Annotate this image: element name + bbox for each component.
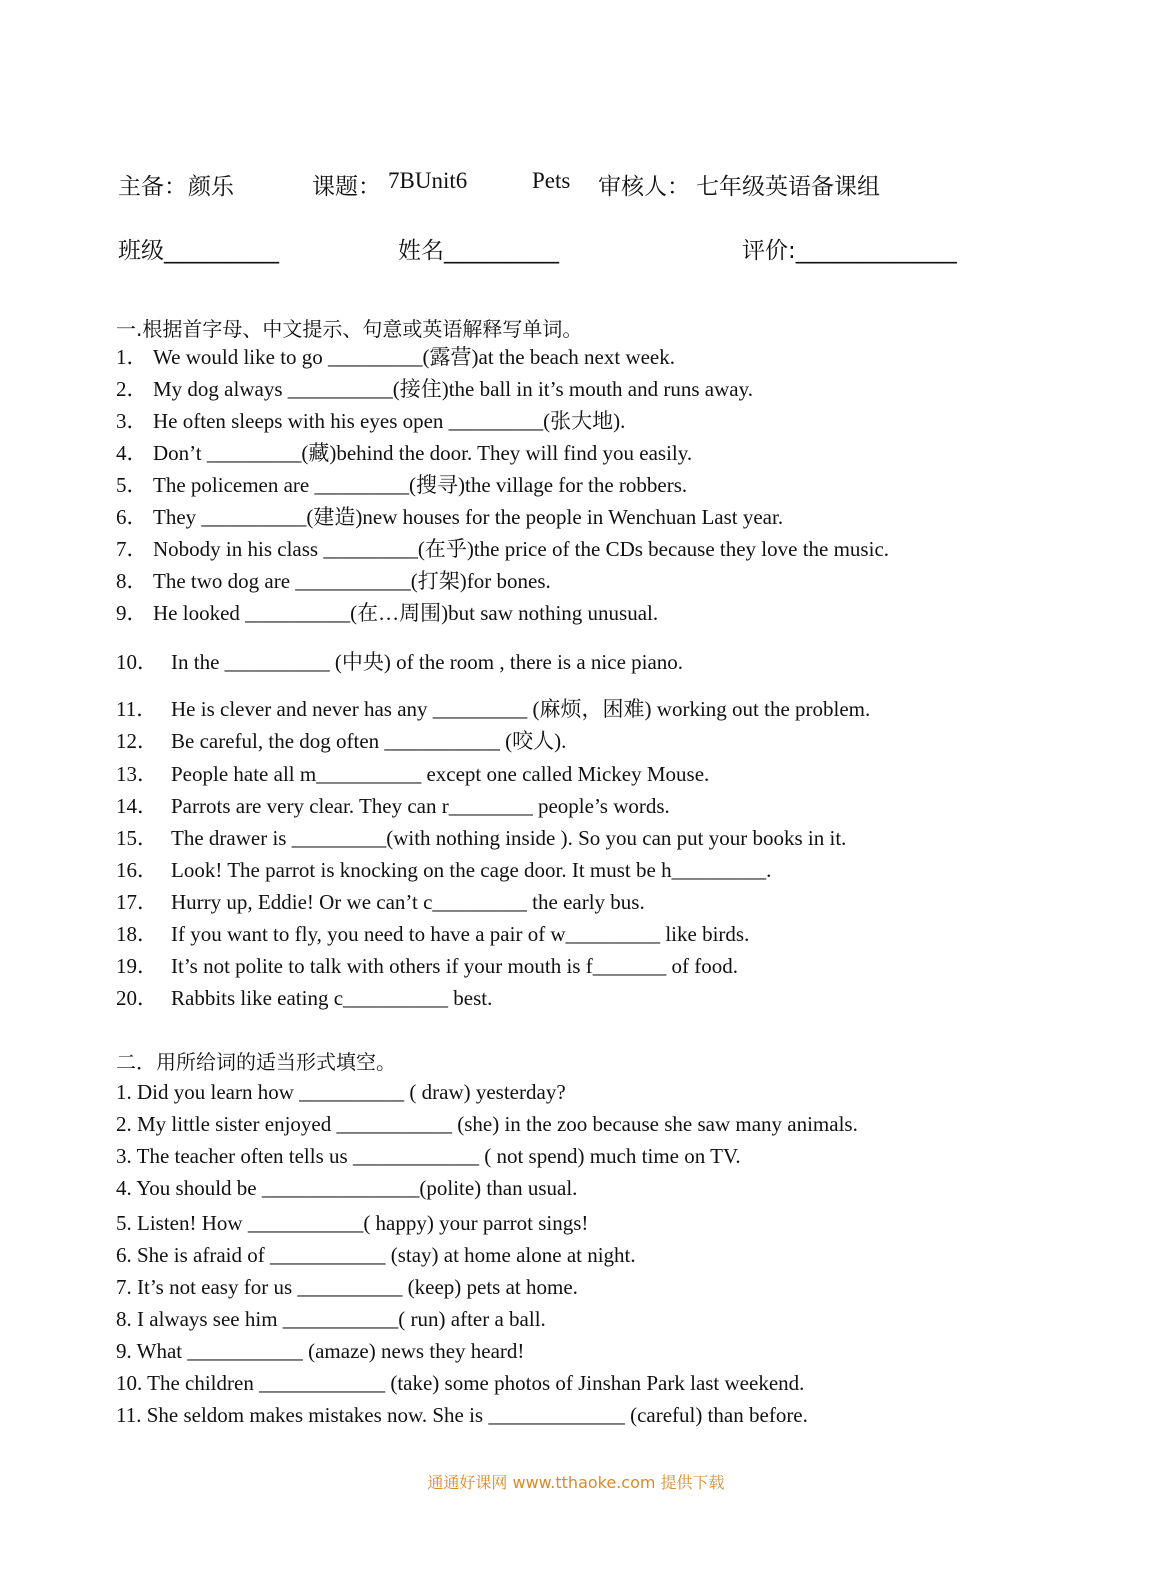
item-text: Nobody in his class _________(在乎)the price of the CDs because they love the music. [153, 537, 890, 561]
item-text: Hurry up, Eddie! Or we can’t c_________ the early bus. [171, 890, 645, 914]
section-1-title: 一.根据首字母、中文提示、句意或英语解释写单词。 [116, 317, 583, 341]
item-text: Parrots are very clear. They can r________ people’s words. [171, 794, 670, 818]
exercise-item [116, 649, 683, 675]
item-text: If you want to fly, you need to have a pair of w_________ like birds. [171, 922, 750, 946]
item-number: 15． [116, 826, 158, 850]
exercise-item: 6. She is afraid of ___________ (stay) at home alone at night. [116, 1243, 636, 1267]
exercise-item: 3. The teacher often tells us ____________ ( not spend) much time on TV. [116, 1144, 741, 1168]
item-number: 7． [116, 537, 148, 561]
class-field: 班级__________ [118, 238, 279, 264]
topic-unit: 7BUnit6 [388, 168, 468, 193]
item-text: The two dog are ___________(打架)for bones. [153, 569, 551, 593]
item-number: 14． [116, 794, 158, 818]
exercise-item [116, 376, 753, 402]
item-number: 1． [116, 345, 148, 369]
exercise-item [116, 857, 771, 883]
topic-name: Pets [532, 168, 571, 193]
exercise-item: 4. You should be _______________(polite) than usual. [116, 1176, 578, 1200]
item-text: Be careful, the dog often ___________ (咬人). [171, 729, 567, 753]
exercise-item [116, 953, 738, 979]
exercise-item: 7. It’s not easy for us __________ (keep) pets at home. [116, 1275, 578, 1299]
item-number: 8． [116, 569, 148, 593]
exercise-item [116, 761, 709, 787]
item-number: 6． [116, 505, 148, 529]
exercise-item [116, 504, 783, 530]
section-2-title: 二．用所给词的适当形式填空。 [116, 1050, 396, 1074]
preparer-name: 颜乐 [188, 174, 234, 200]
grade-field: 评价:______________ [742, 238, 957, 264]
exercise-item: 5. Listen! How ___________( happy) your parrot sings! [116, 1211, 589, 1235]
item-number: 18． [116, 922, 158, 946]
reviewer-label: 审核人： [598, 174, 690, 200]
exercise-item [116, 344, 675, 370]
exercise-item [116, 568, 551, 594]
item-text: Don’t _________(藏)behind the door. They will find you easily. [153, 441, 693, 465]
item-text: My dog always __________(接住)the ball in it’s mouth and runs away. [153, 377, 753, 401]
item-number: 17． [116, 890, 158, 914]
exercise-item [116, 696, 870, 722]
exercise-item [116, 472, 687, 498]
exercise-item: 2. My little sister enjoyed ___________ (she) in the zoo because she saw many animals. [116, 1112, 858, 1136]
item-number: 10． [116, 650, 158, 674]
topic-label: 课题： [312, 174, 381, 200]
exercise-item: 1. Did you learn how __________ ( draw) yesterday? [116, 1080, 566, 1104]
reviewer-name: 七年级英语备课组 [696, 174, 880, 200]
item-number: 11． [116, 697, 158, 721]
exercise-item [116, 825, 846, 851]
item-number: 4． [116, 441, 148, 465]
item-number: 19． [116, 954, 158, 978]
item-text: People hate all m__________ except one called Mickey Mouse. [171, 762, 710, 786]
item-text: Rabbits like eating c__________ best. [171, 986, 493, 1010]
exercise-item: 11. She seldom makes mistakes now. She is _____________ (careful) than before. [116, 1403, 808, 1427]
exercise-item [116, 536, 889, 562]
item-text: We would like to go _________(露营)at the beach next week. [153, 345, 676, 369]
exercise-item [116, 600, 658, 626]
item-text: They __________(建造)new houses for the people in Wenchuan Last year. [153, 505, 784, 529]
item-number: 5． [116, 473, 148, 497]
item-number: 13． [116, 762, 158, 786]
item-text: He looked __________(在…周围)but saw nothing unusual. [153, 601, 659, 625]
item-text: The drawer is _________(with nothing inside ). So you can put your books in it. [171, 826, 847, 850]
item-number: 3． [116, 409, 148, 433]
exercise-item [116, 921, 749, 947]
item-text: He often sleeps with his eyes open _________(张大地). [153, 409, 626, 433]
item-number: 20． [116, 986, 158, 1010]
item-number: 16． [116, 858, 158, 882]
item-number: 12． [116, 729, 158, 753]
item-number: 2． [116, 377, 148, 401]
item-text: He is clever and never has any _________ (麻烦，困难) working out the problem. [171, 697, 871, 721]
exercise-item: 8. I always see him ___________( run) after a ball. [116, 1307, 546, 1331]
exercise-item [116, 889, 645, 915]
exercise-item: 10. The children ____________ (take) some photos of Jinshan Park last weekend. [116, 1371, 805, 1395]
item-text: The policemen are _________(搜寻)the village for the robbers. [153, 473, 688, 497]
exercise-item [116, 440, 692, 466]
item-text: Look! The parrot is knocking on the cage door. It must be h_________. [171, 858, 772, 882]
footer-download-note: 通通好课网 www.tthaoke.com 提供下载 [427, 1473, 725, 1492]
preparer-label: 主备： [118, 174, 187, 200]
exercise-item [116, 728, 566, 754]
name-field: 姓名__________ [398, 238, 559, 264]
exercise-item [116, 793, 670, 819]
exercise-item [116, 985, 492, 1011]
item-text: In the __________ (中央) of the room , there is a nice piano. [171, 650, 684, 674]
exercise-item [116, 408, 625, 434]
item-text: It’s not polite to talk with others if your mouth is f_______ of food. [171, 954, 738, 978]
exercise-item: 9. What ___________ (amaze) news they heard! [116, 1339, 525, 1363]
item-number: 9． [116, 601, 148, 625]
